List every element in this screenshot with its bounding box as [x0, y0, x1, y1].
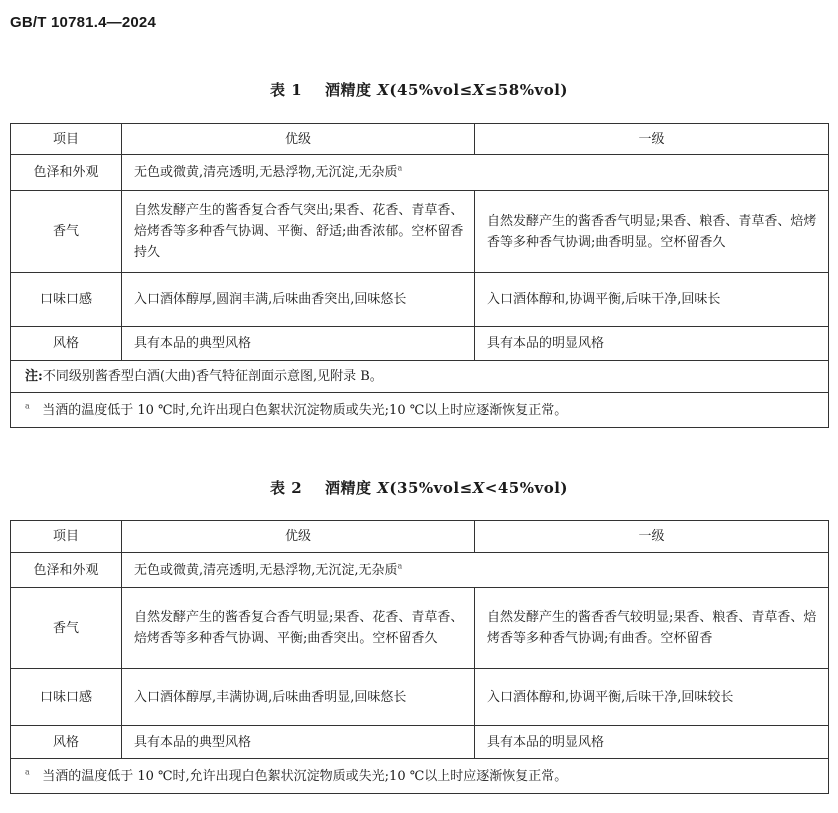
table1-aroma-item: 香气 — [11, 191, 122, 273]
table2-style-premium: 具有本品的典型风格 — [122, 726, 475, 759]
table1-color-desc — [122, 155, 829, 191]
table1-col-item-header: 项目 — [11, 124, 122, 155]
table1-color-item: 色泽和外观 — [11, 155, 122, 191]
table1-col-first-header: 一级 — [475, 124, 829, 155]
table1-aroma-premium: 自然发酵产生的酱香复合香气突出;果香、花香、青草香、焙烤香等多种香气协调、平衡、舒适;曲香浓郁。空杯留香持久 — [122, 191, 475, 273]
table2-aroma-first: 自然发酵产生的酱香香气较明显;果香、粮香、青草香、焙烤香等多种香气协调;有曲香。空杯留香 — [475, 588, 829, 669]
table2-col-first-header: 一级 — [475, 521, 829, 553]
table1-taste-item: 口味口感 — [11, 273, 122, 327]
table1-caption-mid: (45%vol≤ — [389, 81, 473, 99]
table2-color-footnote-mark: a — [397, 561, 403, 571]
table2-taste-premium: 入口酒体醇厚,丰满协调,后味曲香明显,回味悠长 — [122, 669, 475, 726]
table1-caption-label: 表 1 — [269, 81, 303, 99]
table1-row-footnote — [11, 393, 829, 428]
table2-row-footnote — [11, 759, 829, 794]
table1-row-note — [11, 361, 829, 393]
table1-caption — [0, 79, 838, 100]
table2-footnote-mark: a — [25, 767, 30, 777]
table1-caption-var1: X — [377, 81, 390, 99]
table2-col-premium-header: 优级 — [122, 521, 475, 553]
table1-style-first: 具有本品的明显风格 — [475, 327, 829, 361]
table2-row-color — [11, 553, 829, 588]
table1-row-style — [11, 327, 829, 361]
table2-row-taste — [11, 669, 829, 726]
table1-row-aroma — [11, 191, 829, 273]
table1-caption-var2: X — [472, 81, 485, 99]
table1-note — [11, 361, 829, 393]
table1-footnote-text: 当酒的温度低于 10 ℃时,允许出现白色絮状沉淀物质或失光;10 ℃以上时应逐渐恢复正常。 — [42, 402, 568, 418]
table2-caption-end: <45%vol) — [484, 479, 568, 497]
table2-row-style — [11, 726, 829, 759]
standard-code: GB/T 10781.4—2024 — [10, 14, 156, 31]
table1-header-row — [11, 124, 829, 155]
table1-col-premium-header: 优级 — [122, 124, 475, 155]
table1-color-text: 无色或微黄,清亮透明,无悬浮物,无沉淀,无杂质 — [134, 165, 398, 180]
table2-color-text: 无色或微黄,清亮透明,无悬浮物,无沉淀,无杂质 — [134, 562, 398, 578]
table2-taste-item: 口味口感 — [11, 669, 122, 726]
table2-caption-var2: X — [472, 479, 485, 497]
table1-color-footnote-mark: a — [397, 163, 403, 173]
table2 — [10, 520, 829, 794]
table2-caption-prefix: 酒精度 — [325, 479, 378, 497]
table2-aroma-item: 香气 — [11, 588, 122, 669]
table2-color-desc — [122, 553, 829, 588]
table1-row-color — [11, 155, 829, 191]
table1-style-premium: 具有本品的典型风格 — [122, 327, 475, 361]
table2-color-item: 色泽和外观 — [11, 553, 122, 588]
table2-col-item-header: 项目 — [11, 521, 122, 553]
table2-style-item: 风格 — [11, 726, 122, 759]
table1-row-taste — [11, 273, 829, 327]
table1 — [10, 123, 829, 428]
table1-note-text: 不同级别酱香型白酒(大曲)香气特征剖面示意图,见附录 B。 — [42, 369, 383, 384]
table1-footnote — [11, 393, 829, 428]
table1-footnote-mark: a — [25, 401, 30, 411]
table2-caption-var1: X — [377, 479, 390, 497]
table1-taste-premium: 入口酒体醇厚,圆润丰满,后味曲香突出,回味悠长 — [122, 273, 475, 327]
table1-caption-prefix: 酒精度 — [325, 81, 378, 99]
table2-caption — [0, 477, 838, 498]
table2-footnote — [11, 759, 829, 794]
table2-row-aroma — [11, 588, 829, 669]
table1-caption-end: ≤58%vol) — [484, 81, 568, 99]
table2-style-first: 具有本品的明显风格 — [475, 726, 829, 759]
table2-taste-first: 入口酒体醇和,协调平衡,后味干净,回味较长 — [475, 669, 829, 726]
table2-aroma-premium: 自然发酵产生的酱香复合香气明显;果香、花香、青草香、焙烤香等多种香气协调、平衡;曲香突出。空杯留香久 — [122, 588, 475, 669]
table1-style-item: 风格 — [11, 327, 122, 361]
table2-header-row — [11, 521, 829, 553]
table2-footnote-text: 当酒的温度低于 10 ℃时,允许出现白色絮状沉淀物质或失光;10 ℃以上时应逐渐恢复正常。 — [42, 768, 568, 784]
table1-note-lead: 注: — [25, 369, 43, 384]
table1-aroma-first: 自然发酵产生的酱香香气明显;果香、粮香、青草香、焙烤香等多种香气协调;曲香明显。空杯留香久 — [475, 191, 829, 273]
table2-caption-label: 表 2 — [269, 479, 303, 497]
table1-taste-first: 入口酒体醇和,协调平衡,后味干净,回味长 — [475, 273, 829, 327]
table2-caption-mid: (35%vol≤ — [389, 479, 473, 497]
